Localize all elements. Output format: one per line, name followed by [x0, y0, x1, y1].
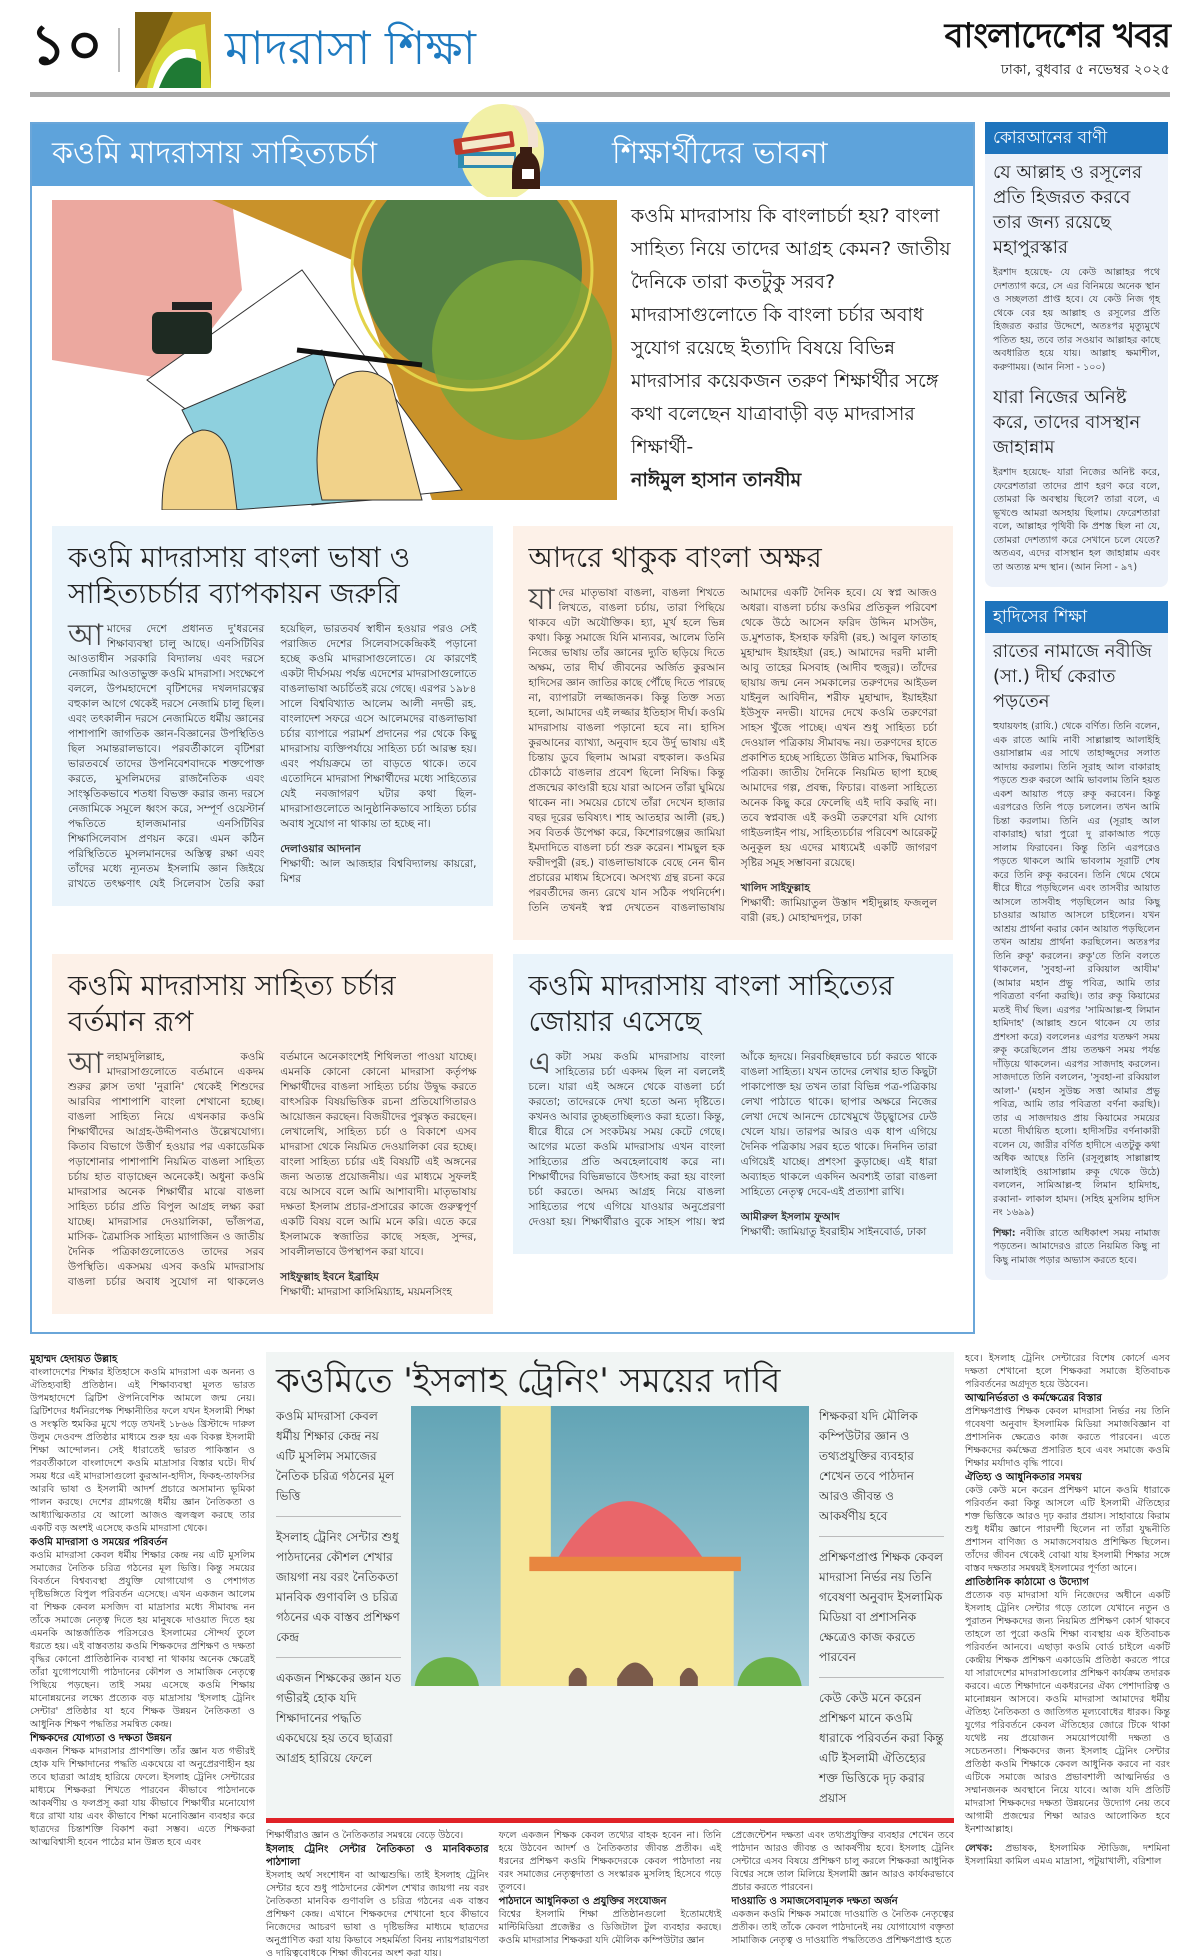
bottom-col-1	[30, 1352, 255, 1960]
section-title: মাদরাসা শিক্ষা	[225, 21, 477, 75]
article-affiliation: শিক্ষার্থী: আল আজহার বিশ্ববিদ্যালয় কায়রো, মিশর	[280, 858, 477, 885]
quote-divider	[276, 1516, 401, 1517]
writer-label: লেখক:	[965, 1843, 993, 1854]
pull-quote: একজন শিক্ষকের জ্ঞান যত গভীরই হোক যদি শিক্ষাদানের পদ্ধতি একঘেয়ে হয় তবে ছাত্ররা আগ্রহ হারিয়ে ফেলে	[276, 1671, 401, 1765]
lead-intro	[631, 200, 953, 510]
sidebar-heading: হাদিসের শিক্ষা	[985, 601, 1168, 633]
subheading: শিক্ষকদের যোগ্যতা ও দক্ষতা উন্নয়ন	[30, 1733, 172, 1744]
bottom-col-2	[266, 1829, 489, 1960]
bottom-middle	[266, 1352, 954, 1960]
subheading: পাঠদানে আধুনিকতা ও প্রযুক্তির সংযোজন	[498, 1896, 667, 1907]
article-paragraph: প্রত্যেক বড় মাদরাসা যদি নিজেদের অধীনে একটি ইসলাহ ট্রেনিং সেন্টার গড়ে তোলে যেখানে নতুন ও পুরাতন শিক্ষকদের জন্য নিয়মিত প্রশিক্ষণ কোর্স থাকবে তাহলে তা পুরো কওমি শিক্ষা ব্যবস্থায় এক ইতিবাচক পরিবর্তন আনবে। এছাড়া কওমি বোর্ড চাইলে একটি কেন্দ্রীয় শিক্ষক প্রশিক্ষণ একাডেমি প্রতিষ্ঠা করতে পারে যা সারাদেশের মাদরাসাগুলোর প্রশিক্ষণ কার্যক্রম তদারক করবে। এতে শিক্ষাদানে একধরনের ঐক্য পেশাদারিত্ব ও মানোন্নয়ন আসবে। কওমি মাদরাসা আমাদের ধর্মীয় ঐতিহ্য নৈতিকতা ও জাতিগত মূল্যবোধের ধারক। কিন্তু যুগের পরিবর্তনে কেবল ঐতিহ্যের জোরে টিকে থাকা যথেষ্ট নয় প্রয়োজন সময়োপযোগী দক্ষতা ও সচেতনতা। শিক্ষকদের জন্য ইসলাহ ট্রেনিং সেন্টার প্রতিষ্ঠা কওমি শিক্ষাকে কেবল আধুনিক করবে না বরং এটিকে সমাজে আরও প্রভাবশালী আত্মনির্ভর ও সম্মানজনক অবস্থানে নিয়ে যাবে। আজ যদি প্রতিটি মাদরাসা শিক্ষকদের দক্ষতা উন্নয়নের উদ্যোগ নেয় তবে আগামী প্রজন্মের শিক্ষা আরও আলোকিত হবে ইনশাআল্লাহ।	[965, 1590, 1170, 1835]
writing-illustration	[52, 200, 617, 510]
pull-quote: প্রশিক্ষণপ্রাপ্ত শিক্ষক কেবল মাদরাসা নির্ভর নয় তিনি গবেষণা অনুবাদ ইসলামিক মিডিয়া বা প্রশাসনিক ক্ষেত্রেও কাজ করতে পারবেন	[819, 1550, 943, 1664]
drop-cap: আ	[68, 618, 103, 653]
article-paragraph: ফলে একজন শিক্ষক কেবল তথ্যের বাহক হবেন না। তিনি হয়ে উঠবেন আদর্শ ও নৈতিকতার জীবন্ত প্রতীক। এই ধরনের প্রশিক্ষণ কওমি শিক্ষকদেরকে কেবল পাঠদাতা নয় বরং সমাজের নেতৃত্বদাতা ও সংস্কারক মুসলিহ হিসেবে গড়ে তুলবে।	[498, 1830, 722, 1893]
article-card	[52, 526, 493, 906]
dateline: ঢাকা, বুধবার ৫ নভেম্বর ২০২৫	[1000, 62, 1170, 78]
article-paragraph: কেউ কেউ মনে করেন প্রশিক্ষণ মানে কওমি ধারাকে পরিবর্তন করা কিন্তু আসলে এটি ইসলামী ঐতিহ্যের শক্ত ভিত্তিকে আরও দৃঢ় করার প্রয়াস। সাহাবায়ে কিরাম শুধু ধর্মীয় জ্ঞানে পারদর্শী ছিলেন না তাঁরা যুদ্ধনীতি প্রশাসন বাণিজ্য ও সমাজসেবায়ও প্রশিক্ষিত ছিলেন। তাঁদের জীবন থেকেই বোঝা যায় ইসলামী শিক্ষার সঙ্গে বাস্তব দক্ষতার সমন্বয়ই ইসলামের পূর্ণতা আনে।	[965, 1485, 1170, 1574]
article-title: কওমি মাদরাসায় বাংলা ভাষা ও সাহিত্যচর্চার ব্যাপকায়ন জরুরি	[68, 541, 411, 610]
header-rule	[30, 92, 1170, 97]
sidebar-item-title: যারা নিজের অনিষ্ট করে, তাদের বাসস্থান জাহান্নাম	[993, 387, 1141, 458]
pull-quotes-left	[276, 1406, 401, 1808]
drop-cap: যা	[528, 582, 555, 617]
lead-author: নাঈমুল হাসান তানযীম	[631, 469, 802, 491]
pull-quote-panel	[266, 1352, 954, 1818]
lead-text: কওমি মাদরাসায় কি বাংলাচর্চা হয়? বাংলা সাহিত্য নিয়ে তাদের আগ্রহ কেমন? জাতীয় দৈনিকে তারা কতটুকু সরব? মাদরাসাগুলোতে কি বাংলা চর্চার অবাধ সুযোগ রয়েছে ইত্যাদি বিষয়ে বিভিন্ন মাদরাসার কয়েকজন তরুণ শিক্ষার্থীর সঙ্গে কথা বলেছেন যাত্রাবাড়ী বড় মাদরাসার শিক্ষার্থী-	[631, 205, 951, 458]
sidebar-item-body: ইরশাদ হয়েছে- যারা নিজের অনিষ্ট করে, ফেরেশতারা তাদের প্রাণ হরণ করে বলে, তোমরা কি অবস্থায় ছিলে? তারা বলে, এ ভূখণ্ডে আমরা অসহায় ছিলাম। ফেরেশতারা বলে, আল্লাহর পৃথিবী কি প্রশস্ত ছিল না যে, তোমরা দেশত্যাগ করে সেখানে চলে যেতে? অতএব, এদের বাসস্থান হল জাহান্নাম এবং তা অত্যন্ত মন্দ স্থান। (আন নিসা - ৯৭)	[993, 467, 1160, 573]
article-paragraph: বিশ্বের ইসলামি শিক্ষা প্রতিষ্ঠানগুলো ইতোমধ্যেই মাল্টিমিডিয়া প্রজেক্টর ও ডিজিটাল টুল ব্যবহার করছে। কওমি মাদরাসার শিক্ষকরা যদি মৌলিক কম্পিউটার জ্ঞান	[498, 1909, 722, 1946]
lesson-text: নবীজি রাতে অধিকাংশ সময় নামাজ পড়তেন। আমাদেরও রাতে নিয়মিত কিছু না কিছু নামাজ পড়ার অভ্যাস করতে হবে।	[993, 1227, 1160, 1266]
article-paragraph: ইসলাহ অর্থ সংশোধন বা আত্মশুদ্ধি। তাই ইসলাহ ট্রেনিং সেন্টার হবে শুধু পাঠদানের কৌশল শেখার জায়গা নয় বরং নৈতিকতা মানবিক গুণাবলি ও চরিত্র গঠনের এক বাস্তব প্রশিক্ষণ কেন্দ্র। এখানে শিক্ষকদের শেখানো হবে কীভাবে নিজেদের আচরণ ভাষা ও দৃষ্টিভঙ্গির মাধ্যমে ছাত্রদের অনুপ্রাণিত করা যায় কিভাবে সহমর্মিতা বিনয় ন্যায়পরায়ণতা ও দায়িত্ববোধকে শিক্ষা জীবনের অংশ করা যায়।	[266, 1870, 489, 1959]
subheading: ঐতিহ্য ও আধুনিকতার সমন্বয়	[965, 1472, 1082, 1483]
bottom-article-title: কওমিতে 'ইসলাহ ট্রেনিং' সময়ের দাবি	[276, 1361, 781, 1401]
writer-text: প্রভাষক, ইসলামিক স্টাডিজ, দশমিনা ইসলামিয়া কামিল এমএ মাদ্রাসা, পটুয়াখালী, বরিশাল	[965, 1843, 1170, 1867]
article-author: সাইফুল্লাহ ইবনে ইব্রাহিম	[280, 1271, 379, 1283]
bottom-article	[30, 1352, 1170, 1960]
page-number: ১০	[30, 12, 103, 78]
article-paragraph: বাংলাদেশের শিক্ষার ইতিহাসে কওমি মাদরাসা এক অনন্য ও ঐতিহ্যবাহী প্রতিষ্ঠান। এই শিক্ষাব্যবস্থা মূলত ভারত উপমহাদেশে ব্রিটিশ ঔপনিবেশিক আমলে জন্ম নেয়। ব্রিটিশদের ধর্মনিরপেক্ষ শিক্ষানীতির ফলে যখন ইসলামী শিক্ষা ও সংস্কৃতি হুমকির মুখে পড়ে তখনই ১৮৬৬ খ্রিস্টাব্দে দারুল উলুম দেওবন্দ প্রতিষ্ঠার মাধ্যমে শুরু হয় এক বিকল্প ইসলামী শিক্ষা আন্দোলন। সেই ধারাতেই ভারত পাকিস্তান ও পরবর্তীকালে বাংলাদেশে কওমি মাদ্রাসার বিস্তার ঘটে। দীর্ঘ সময় ধরে এই মাদরাসাগুলো কুরআন-হাদীস, ফিকহ-তাফসির আরবি ভাষা ও ইসলামী আদর্শ প্রচারে অসামান্য ভূমিকা পালন করছে। দেশের গ্রামগঞ্জে ধর্মীয় জ্ঞান নৈতিকতা ও আধ্যাত্মিকতার যে আলো আজও জ্বলজ্বল করছে তার একটি বড় অংশই এসেছে কওমি মাদরাসা থেকে।	[30, 1367, 255, 1534]
subheading: প্রাতিষ্ঠানিক কাঠামো ও উদ্যোগ	[965, 1577, 1089, 1588]
feature-band-left: কওমি মাদরাসায় সাহিত্যচর্চা	[52, 136, 378, 171]
article-affiliation: শিক্ষার্থী: জামিয়াতুল উস্তাদ শহীদুল্লাহ ফজলুল বারী (রহ.) মোহাম্মদপুর, ঢাকা	[740, 897, 937, 924]
article-paragraph: শিক্ষার্থীরাও জ্ঞান ও নৈতিকতার সমন্বয়ে বেড়ে উঠবে।	[266, 1830, 464, 1841]
quran-sidebar	[985, 122, 1168, 587]
pull-quote: কেউ কেউ মনে করেন প্রশিক্ষণ মানে কওমি ধারাকে পরিবর্তন করা কিন্তু এটি ইসলামী ঐতিহ্যের শক্ত ভিত্তিকে দৃঢ় করার প্রয়াস	[819, 1691, 944, 1805]
feature-band-right: শিক্ষার্থীদের ভাবনা	[612, 136, 828, 171]
sidebar-item-title: রাতের নামাজে নবীজি (সা.) দীর্ঘ কেরাত পড়তেন	[993, 641, 1152, 712]
quote-divider	[819, 1536, 944, 1537]
drop-cap: এ	[528, 1046, 552, 1081]
hadith-sidebar	[985, 601, 1168, 1280]
newspaper-brand: বাংলাদেশের খবর	[944, 16, 1170, 56]
sidebar-item-body: ইরশাদ হয়েছে- যে কেউ আল্লাহর পথে দেশত্যাগ করে, সে এর বিনিময়ে অনেক স্থান ও সচ্ছলতা প্রাপ্ত হবে। যে কেউ নিজ গৃহ থেকে বের হয় আল্লাহ ও রসূলের প্রতি হিজরত করার উদ্দেশে, অতঃপর মৃত্যুমুখে পতিত হয়, তবে তার সওয়াব আল্লাহর কাছে অবধারিত হয়ে যায়। আল্লাহ ক্ষমাশীল, করুণাময়। (আন নিসা - ১০০)	[993, 267, 1160, 373]
article-paragraph: একজন শিক্ষক মাদরাসার প্রাণশক্তি। তাঁর জ্ঞান যত গভীরই হোক যদি শিক্ষাদানের পদ্ধতি একঘেয়ে বা অনুপ্রেরণাহীন হয় তবে ছাত্ররা আগ্রহ হারিয়ে ফেলে। ইসলাহ ট্রেনিং সেন্টারের মাধ্যমে শিক্ষকরা শিখতে পারবেন কীভাবে পাঠদানকে আকর্ষণীয় ও ফলপ্রসূ করা যায় কীভাবে শিক্ষার্থীর মনোযোগ ধরে রাখা যায় এবং কীভাবে শিক্ষা মনোবিজ্ঞান ব্যবহার করে ছাত্রদের চিন্তাশক্তি বিকাশ করা সম্ভব। এতে শিক্ষকরা আত্মবিশ্বাসী হবেন পাঠের মান উন্নত হবে এবং	[30, 1746, 255, 1848]
article-card	[52, 954, 493, 1314]
article-author: মুহাম্মদ হেদায়ত উল্লাহ	[30, 1354, 118, 1365]
subheading: কওমি মাদরাসা ও সময়ের পরিবর্তন	[30, 1537, 168, 1548]
article-card	[513, 526, 954, 940]
subheading: আত্মনির্ভরতা ও কর্মক্ষেত্রের বিস্তার	[965, 1393, 1102, 1404]
article-paragraph: প্রেজেন্টেশন দক্ষতা এবং তথ্যপ্রযুক্তির ব্যবহার শেখেন তবে পাঠদান আরও জীবন্ত ও আকর্ষণীয় হবে। ইসলাহ ট্রেনিং সেন্টারে এসব বিষয়ে প্রশিক্ষণ চালু করলে শিক্ষকরা আধুনিক বিশ্বের সঙ্গে তাল মিলিয়ে ইসলামী জ্ঞান আরও কার্যকরভাবে প্রচার করতে পারবেন।	[731, 1830, 954, 1893]
article-body: দের মাতৃভাষা বাঙলা, বাঙলা শিখতে লিখতে, বাঙলা চর্চায়, তারা পিছিয়ে থাকবে এটা অযৌক্তিক। হ্যা, মূর্খ হলে ভিন্ন কথা। কিন্তু সমাজে যিনি মান্যবর, আলেম তিনি নিজের ভাষায় তাঁর জ্ঞানের দ্যুতি ছড়িয়ে দিতে অক্ষম, তার দীর্ঘ জীবনের অর্জিত কুরআন হাদিসের জ্ঞান জাতির কাছে পৌঁছে দিতে পারছে না, ব্যাপারটা লজ্জাজনক। কিন্তু তিক্ত সত্য হলো, আমাদের এই লজ্জার ইতিহাস দীর্ঘ। কওমি মাদরাসায় বাঙলা পড়ানো হবে না। হাদিস কুরআনের ব্যাখ্যা, অনুবাদ হবে উর্দু ভাষায় এই চিন্তায় ডুবে ছিলাম আমরা বহুকাল। কওমির চৌকাঠে বাঙলার প্রবেশ ছিলো নিষিদ্ধ। কিন্তু প্রজন্মের কাণ্ডারী হয়ে যারা আসেন তাঁরা ঘুমিয়ে থাকেন না। সময়ের চোখে তাঁরা দেখেন হাজার বছর দূরের ভবিষ্যৎ। শাহ আতহার আলী (রহ.) সব বিতর্ক উপেক্ষা করে, কিশোরগঞ্জের জামিয়া ইমদাদিতে বাঙলা চর্চা শুরু করেন। শামছুল হক ফরীদপুরী (রহ.) বাঙলাভাষাকে বেছে নেন দ্বীন প্রচারের মাধ্যম হিসেবে। অসংখ্য গ্রন্থ রচনা করে পরবর্তীদের জন্য রেখে যান সঠিক পথনির্দেশ। তিনি তখনই স্বপ্ন দেখতেন বাঙলাভাষায় আমাদের একটি দৈনিক হবে। যে স্বপ্ন আজও অধরা। বাঙলা চর্চায় কওমির প্রতিকূল পরিবেশ থেকে উঠে আসেন ফরিদ উদ্দিন মাসউদ, ড.মুশতাক, ইসহাক ফরিদী (রহ.) আবুল ফাতাহ মুহাম্মাদ ইয়াহইয়া (রহ.) আমাদের দরদী মালী আবু তাহের মিসবাহ (আদীব হুজুর)। তাঁদের ছায়ায় জন্ম নেন সমকালের তরুণদের আইডল যাইনুল আবিদীন, শরীফ মুহাম্মাদ, ইয়াহইয়া ইউসুফ নদভী। যাদের দেখে কওমি তরুণেরা সাহস খুঁজে পাচ্ছে। এখন শুধু সাহিত্য চর্চা দেওয়াল পত্রিকায় সীমাবদ্ধ নয়। তরুণদের হাতে প্রকাশিত হচ্ছে সাহিত্যে উন্নিত মাসিক, দ্বিমাসিক পত্রিকা। জাতীয় দৈনিকে নিয়মিত ছাপা হচ্ছে আমাদের গল্প, প্রবন্ধ, ফিচার। বাঙলা সাহিত্যে অনেক কিছু করে ফেলেছি এই দাবি করছি না। তবে স্বপ্নবাজ এই কওমী তরুণেরা যদি যোগ্য গাইডলাইন পায়, সাহিত্যচর্চার পরিবেশ আরেকটু অনুকূল হয় এদের মাধ্যমেই একটি জাগরণ সৃষ্টির সমূহ সম্ভাবনা রয়েছে।	[528, 587, 937, 914]
quote-divider	[276, 1657, 401, 1658]
pull-quote: ইসলাহ ট্রেনিং সেন্টার শুধু পাঠদানের কৌশল শেখার জায়গা নয় বরং নৈতিকতা মানবিক গুণাবলি ও চরিত্র গঠনের এক বাস্তব প্রশিক্ষণ কেন্দ্র	[276, 1530, 400, 1644]
article-author: দেলাওয়ার আদনান	[280, 843, 361, 855]
subheading: ইসলাহ ট্রেনিং সেন্টার নৈতিকতা ও মানবিকতার পাঠশালা	[266, 1844, 489, 1868]
article-title: আদরে থাকুক বাংলা অক্ষর	[528, 541, 822, 574]
article-title: কওমি মাদরাসায় বাংলা সাহিত্যের জোয়ার এসেছে	[528, 969, 894, 1038]
article-paragraph: প্রশিক্ষণপ্রাপ্ত শিক্ষক কেবল মাদরাসা নির্ভর নয় তিনি গবেষণা অনুবাদ ইসলামিক মিডিয়া সমাজবিজ্ঞান বা প্রশাসনিক ক্ষেত্রেও কাজ করতে পারবেন। এতে শিক্ষকদের কর্মক্ষেত্র প্রসারিত হবে এবং সমাজে কওমি শিক্ষার মর্যাদাও বৃদ্ধি পাবে।	[965, 1406, 1170, 1469]
sidebar-item-body: হুযায়ফাহ (রাযি.) থেকে বর্ণিত। তিনি বলেন, এক রাতে আমি নাবী সাল্লাল্লাহু আলাইহি ওয়াসাল্লাম এর সাথে তাহাজ্জুদের সলাত আদায় করলাম। তিনি সূরাহ আল বাকারাহ পড়তে শুরু করলে আমি ভাবলাম তিনি হয়ত একশ আয়াত পড়ে রুকূ করবেন। কিন্তু এরপরেও তিনি পড়ে চললেন। তখন আমি চিন্তা করলাম। তিনি এর (সূরাহ আল বাকারাহ) দ্বারা পুরো দু রাকাআত পড়ে সালাম ফিরাবেন। কিন্তু তিনি এরপরেও পড়তে থাকলে আমি ভাবলাম সূরাটি শেষ করে তিনি রুকূ করবেন। তিনি থেমে থেমে ধীরে ধীরে পড়ছিলেন এবং তাসবীর আয়াত আসলে তাসবীহ পড়ছিলেন আর কিছু চাওয়ার আয়াত আসলে চাইলেন। যখন আশ্রয় প্রার্থনা করার কোন আয়াত পড়ছিলেন তখন আশ্রয় প্রার্থনা করছিলেন। অতঃপর তিনি রুকূ' করলেন। রুকূ'তে তিনি বলতে থাকলেন, 'সুবহা-না রব্বিয়াল আযীম' (আমার মহান প্রভু পবিত্র, আমি তার পবিত্রতা বর্ণনা করছি)। তার রুকূ কিয়ামের মতই দীর্ঘ ছিল। এরপর 'সামিআল্ল-হু লিমান হামিদাহ' (আল্লাহ শুনে থাকেন যে তার প্রশংসা করে) বললেনঃ এরপর যতক্ষণ সময় রুকূ করেছিলেন প্রায় ততক্ষণ সময় পর্যন্ত দাঁড়িয়ে থাকলেন। এরপর সাজদাহ করলেন। সাজদাতে তিনি বললেন, 'সুবহা-না রব্বিয়াল আলা-' (মহান সুউচ্চ সত্তা আমার প্রভু পবিত্র, আমি তার পবিত্রতা বর্ণনা করছি)। তার এ সাজদায়ও প্রায় কিয়ামের সময়ের মতো দীর্ঘায়িত হলো। হাদীসটির বর্ণনাকারী বলেন যে, জারীর বর্ণিত হাদীসে এতটুকু কথা অধিক আছেঃ তিনি (রসূলুল্লাহ সাল্লাল্লাহু আলাইহি ওয়াসাল্লাম রুকূ থেকে উঠে) বললেন, সামিআল্ল-হু লিমান হামিদাহ, রব্বানা- লাকাল হামদ। (সহিহ মুসলিম হাদিস নং ১৬৯৯)	[993, 721, 1160, 1218]
article-paragraph: একজন কওমি শিক্ষক সমাজে দাওয়াতি ও নৈতিক নেতৃত্বের প্রতীক। তাই তাঁকে কেবল পাঠদানেই নয় যোগাযোগ বক্তৃতা সামাজিক নেতৃত্ব ও দাওয়াতি পদ্ধতিতেও প্রশিক্ষণপ্রাপ্ত হতে	[731, 1909, 954, 1946]
article-body: মাদের দেশে প্রধানত দু'ধরনের শিক্ষাব্যবস্থা চালু আছে। এনসিটিবির আওতাধীন সরকারি বিদ্যালয় এবং দরসে নেজামির আওতাভুক্ত কওমি মাদরাসা। সংক্ষেপে বললে, উপমহাদেশে বৃটিশদের দখলদারত্বের বহুকাল আগে থেকেই দরসে নেজামি চালু ছিল। এবং তৎকালীন দরসে নেজামিতে ধর্মীয় জ্ঞানের পাশাপাশি জাগতিক জ্ঞান-বিজ্ঞানের উপস্থিতিও ছিল সমান্তরালভাবে। পরবর্তীকালে বৃটিশরা ভারতবর্ষে তাদের উপনিবেশবাদকে শক্তপোক্ত করতে, মুসলিমদের রাজনৈতিক এবং সাংস্কৃতিকভাবে শতধা বিভক্ত করার জন্য দরসে নেজামিকে সমূলে ধ্বংস করে, সম্পূর্ণ ওয়েস্টার্ন পদ্ধতিতে হালজমানার এনসিটিবির শিক্ষাসিলেবাস প্রণয়ন করে। এমন কঠিন পরিস্থিতিতে মুসলমানদের অস্তিত্ব রক্ষা এবং তাঁদের মধ্যে ন্যূনতম ইসলামি জ্ঞান জিইয়ে রাখতে তৎক্ষণাৎ যেই সিলেবাস তৈরি করা হয়েছিল, ভারতবর্ষ স্বাধীন হওয়ার পরও সেই পরাজিত দেশের সিলেবাসকেন্দ্রিকই পড়ানো হচ্ছে কওমি মাদরাসাগুলোতে। যে কারণেই একটা দীর্ঘসময় পর্যন্ত এদেশের মাদরাসাগুলোতে বাঙলাভাষা অচর্চিতই রয়ে গেছে। এরপর ১৯৮৪ সালে বিশ্ববিখ্যাত আলেম আলী নদভী রহ. বাংলাদেশ সফরে এসে আলেমদের বাঙলাভাষা চর্চার ব্যাপারে পরামর্শ প্রদানের পর থেকে কিছু মাদরাসায় ব্যক্তিপর্যায়ে সাহিত্য চর্চা আরম্ভ হয়। এবং পর্যায়ক্রমে তা বাড়তে থাকে। তবে এতোদিনে মাদরাসা শিক্ষার্থীদের মধ্যে সাহিত্যের যেই নবজাগরণ ঘটার কথা ছিল- মাদরাসাগুলোতে আনুষ্ঠানিকভাবে সাহিত্য চর্চার অবাধ সুযোগ না থাকায় তা হচ্ছে না।	[68, 623, 477, 890]
mosque-illustration	[411, 1406, 809, 1686]
quote-divider	[819, 1677, 944, 1678]
lesson-label: শিক্ষা:	[993, 1227, 1016, 1239]
subheading: দাওয়াতি ও সমাজসেবামূলক দক্ষতা অর্জন	[731, 1896, 898, 1907]
article-title: কওমি মাদরাসায় সাহিত্য চর্চার বর্তমান রূপ	[68, 969, 396, 1038]
pull-quote: শিক্ষকরা যদি মৌলিক কম্পিউটার জ্ঞান ও তথ্যপ্রযুক্তির ব্যবহার শেখেন তবে পাঠদান আরও জীবন্ত ও আকর্ষণীয় হবে	[819, 1409, 918, 1523]
pull-quote: কওমি মাদরাসা কেবল ধর্মীয় শিক্ষার কেন্দ্র নয় এটি মুসলিম সমাজের নৈতিক চরিত্র গঠনের মূল ভিত্তি	[276, 1409, 395, 1503]
writer-credit	[965, 1842, 1170, 1868]
feature-frame	[30, 122, 975, 1334]
article-author: খালিদ সাইফুল্লাহ	[740, 882, 810, 894]
section-logo-icon	[135, 12, 211, 88]
article-affiliation: শিক্ষার্থী: মাদরাসা কাসিমিয়্যাহ, ময়মনসিংহ	[280, 1286, 452, 1298]
sidebar-item-title: যে আল্লাহ ও রসূলের প্রতি হিজরত করবে তার জন্য রয়েছে মহাপুরস্কার	[993, 162, 1142, 258]
article-author: আমীরুল ইসলাম ফুআদ	[740, 1211, 840, 1223]
hadith-lesson	[985, 1225, 1168, 1273]
books-icon	[442, 97, 562, 197]
article-paragraph: কওমি মাদরাসা কেবল ধর্মীয় শিক্ষার কেন্দ্র নয় এটি মুসলিম সমাজের নৈতিক চরিত্র গঠনের মূল ভিত্তি। কিন্তু সময়ের বিবর্তনে বিশ্বব্যবস্থা প্রযুক্তি যোগাযোগ ও পেশাগত দৃষ্টিভঙ্গিতে বিপুল পরিবর্তন এসেছে। এখন একজন আলেম বা শিক্ষক কেবল মসজিদ বা মাদ্রাসার মধ্যে সীমাবদ্ধ নন তাঁকে সমাজে নেতৃত্ব দিতে হয় মানুষকে দাওয়াত দিতে হয় এমনকি আন্তর্জাতিক পরিসরেও ইসলামের সৌন্দর্য তুলে ধরতে হয়। এই বাস্তবতায় কওমি শিক্ষকদের প্রশিক্ষণ ও দক্ষতা বৃদ্ধির কোনো প্রাতিষ্ঠানিক ব্যবস্থা না থাকায় অনেক ক্ষেত্রেই তাঁরা যুগোপযোগী পাঠদানের কৌশল ও সামাজিক নেতৃত্বে পিছিয়ে পড়ছেন। তাই সময় এসেছে কওমি শিক্ষায় মানোন্নয়নের লক্ষ্যে প্রত্যেক বড় মাদ্রাসায় 'ইসলাহ ট্রেনিং সেন্টার' প্রতিষ্ঠার যা হবে শিক্ষক উন্নয়ন নৈতিকতা ও আধুনিক শিক্ষণ পদ্ধতির সমন্বিত কেন্দ্র।	[30, 1550, 255, 1730]
bottom-col-5	[965, 1352, 1170, 1960]
article-body: কটা সময় কওমি মাদরাসায় বাংলা সাহিত্যের চর্চা একদম ছিল না বললেই চলে। যারা এই অঙ্গনে থেকে বাঙলা চর্চা করতো; তাদেরকে দেখা হতো অন্য দৃষ্টিতে। কখনও আবার তুচ্ছতাচ্ছিল্যও করা হতো। কিন্তু, ধীরে ধীরে সে সংকটময় সময় কেটে গেছে। আগের মতো কওমি মাদরাসায় এখন বাংলা সাহিত্যের প্রতি অবহেলাবোধ করে না। শিক্ষার্থীদের বিভিন্নভাবে উৎসাহ করা হয় বাংলা চর্চা করতে। অদম্য আগ্রহ নিয়ে বাঙলা সাহিত্যের পথে এগিয়ে যাওয়ার অনুপ্রেরণা দেওয়া হয়। শিক্ষার্থীরাও বুকে সাহস পায়। স্বপ্ন আঁকে হৃদয়ে। নিরবচ্ছিন্নভাবে চর্চা করতে থাকে বাঙলা সাহিত্য। যখন তাদের লেখার হাত কিছুটা পাকাপোক্ত হয় তখন তারা বিভিন্ন পত্র-পত্রিকায় লেখা পাঠাতে থাকে। ছাপার অক্ষরে নিজের লেখা দেখে আনন্দে চোখেমুখে উচ্ছ্বাসের ঢেউ খেলে যায়। তারপর আরও এক ধাপ এগিয়ে দৈনিক পত্রিকায় সরব হতে থাকে। দিনদিন তারা এগিয়েই যাচ্ছে। প্রশংসা কুড়াচ্ছে। এই ধারা অব্যাহত থাকলে একদিন অবশ্যই তারা বাঙলা সাহিত্যে নেতৃত্ব দেবে-এই প্রত্যাশা রাখি।	[528, 1051, 937, 1228]
article-body: লহামদুলিল্লাহ, কওমি মাদরাসাগুলোতে বর্তমানে একদম শুরুর ক্লাস তথা 'নুরানি' থেকেই শিশুদের আরবির পাশাপাশি বাংলা শেখানো হচ্ছে। বাঙলা সাহিত্য নিয়ে এখনকার কওমি শিক্ষার্থীদের আগ্রহ-উদ্দীপনাও উল্লেখযোগ্য। কিতাব বিভাগে উত্তীর্ণ হওয়ার পর একাডেমিক পড়াশোনার পাশাপাশি নিয়মিত বাঙলা সাহিত্য চর্চায় হাত বাড়াচ্ছেন অনেকেই। অধুনা কওমি মাদরাসার অনেক শিক্ষার্থীর মাঝে বাঙলা সাহিত্য চর্চার প্রতি বিপুল আগ্রহ লক্ষ্য করা যাচ্ছে। মাদরাসার দেওয়ালিকা, ভাঁজপত্র, মাসিক- ত্রৈমাসিক সাহিত্য ম্যাগাজিন ও জাতীয় দৈনিক পত্রিকাগুলোতেও তাদের সরব উপস্থিতি। একসময় এসব কওমি মাদরাসায় বাঙলা চর্চার অবাধ সুযোগ না থাকলেও বর্তমানে অনেকাংশেই শিথিলতা পাওয়া যাচ্ছে। এমনকি কোনো কোনো মাদরাসা কর্তৃপক্ষ শিক্ষার্থীদের বাঙলা সাহিত্য চর্চায় উদ্বুদ্ধ করতে বাৎসরিক বিষয়ভিত্তিক রচনা প্রতিযোগিতারও আয়োজন করছেন। বিজয়ীদের পুরস্কৃত করছেন। লেখালেখি, সাহিত্য চর্চা ও বিকাশে এসব মাদরাসা থেকে নিয়মিত দেওয়ালিকা বের হচ্ছে। বাংলা সাহিত্য চর্চার এই বিষয়টি এই অঙ্গনের জন্য অত্যন্ত প্রয়োজনীয়। এর মাধ্যমে সুফলই বয়ে আসবে বলে আমি আশাবাদী। মাতৃভাষায় দক্ষতা ইসলাম প্রচার-প্রসারের কাজে গুরুত্বপূর্ণ একটি বিষয় বলে আমি মনে করি। এতে করে ইসলামকে স্বজাতির কাছে সহজ, সুন্দর, সাবলীলভাবে উপস্থাপন করা যাবে।	[68, 1051, 477, 1288]
article-card	[513, 954, 954, 1254]
article-paragraph: হবে। ইসলাহ ট্রেনিং সেন্টারের বিশেষ কোর্সে এসব দক্ষতা শেখানো হলে শিক্ষকরা সমাজে ইতিবাচক পরিবর্তনের অগ্রদূত হয়ে উঠবেন।	[965, 1353, 1170, 1390]
bottom-col-3	[499, 1829, 722, 1960]
pull-quotes-right	[819, 1406, 944, 1808]
feature-band	[32, 124, 973, 186]
article-affiliation: শিক্ষার্থী: জামিয়াতু ইবরাহীম সাইনবোর্ড, ঢাকা	[740, 1226, 927, 1238]
divider	[118, 28, 120, 72]
sidebar-heading: কোরআনের বাণী	[985, 122, 1168, 154]
bottom-col-4	[731, 1829, 954, 1960]
drop-cap: আ	[68, 1046, 103, 1081]
